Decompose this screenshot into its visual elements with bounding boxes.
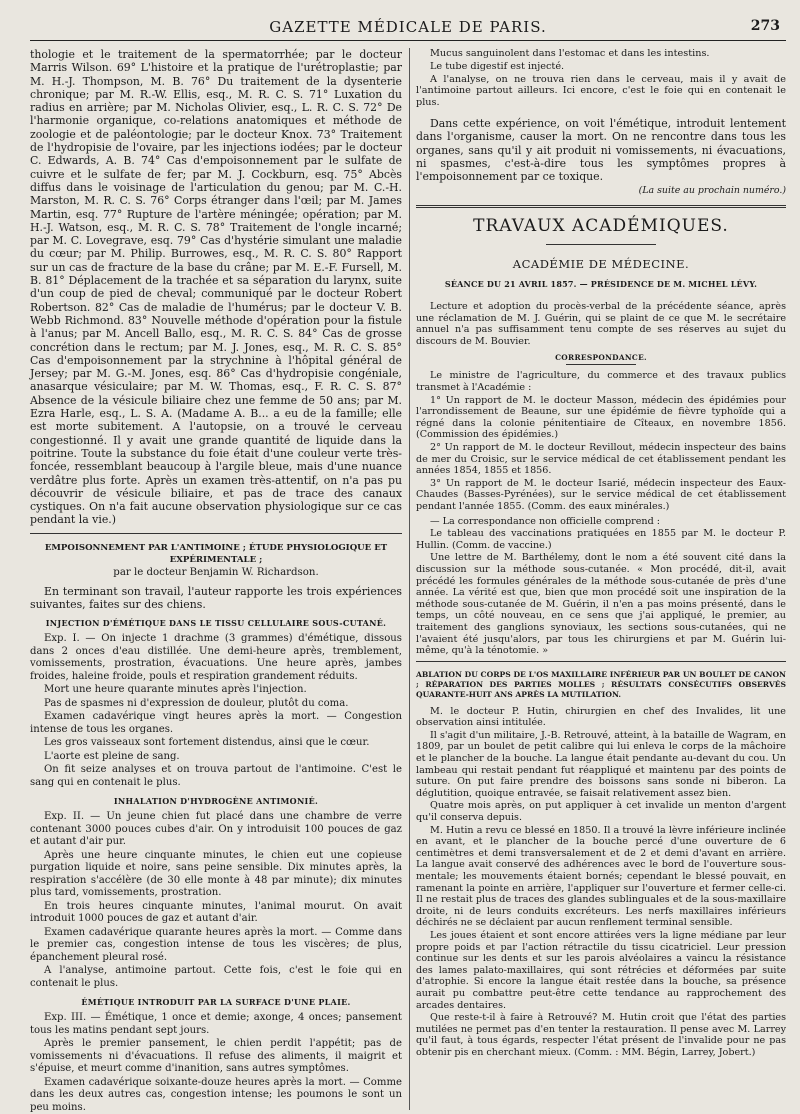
academy-heading: ACADÉMIE DE MÉDECINE. [512,257,690,272]
right-column [416,48,786,1110]
experiment-1-spasms: Pas de spasmes ni d'expression de douleur, plutôt du coma. [44,697,349,709]
experiment-1-aorta: L'aorte est pleine de sang. [44,750,180,762]
correspondance-non-officielle: — La correspondance non officielle comprend : [430,515,661,527]
reste-paragraph: Que reste-t-il à faire à Retrouvé? M. Hutin croit que l'état des parties mutilées ne permet pas d'en tenter la restauration. Il pense avec M. Larrey qu'il faut, à tous égards, respecter l'état présent de l'invalide pour ne pas obtenir pis en cherchant mieux. (Comm. : MM. Bégin, Larrey, Jobert.) [416,1012,786,1058]
experiment-2: Exp. II. — Un jeune chien fut placé dans une chambre de verre contenant 3000 pouces cubes d'air. On y introduisit 100 pouces de gaz et autant d'air pur. [30,811,402,848]
right-para-tube: Le tube digestif est injecté. [430,60,565,72]
correspondance-text: CORRESPONDANCE. [555,353,647,363]
ministre-paragraph: Le ministre de l'agriculture, du commerce et des travaux publics transmet à l'Académie : [416,370,786,394]
joues-paragraph: Les joues étaient et sont encore attirées vers la ligne médiane par leur propre poids et par l'action rétractile du tissu cicatriciel. Leur pression continue sur les dents et sur les parois alvéolaires a vaincu la résistance des lames palato-maxillaires, qui sont rétrécies et déformées par suite d'atrophie. Si encore la langue était restée dans la bouche, sa présence aurait pu combattre peut-être cette tendance au rapprochement des arcades dentaires. [416,929,786,1011]
divider-ablation [416,661,786,662]
report-item-3: 3° Un rapport de M. le docteur Isarié, médecin inspecteur des Eaux-Chaudes (Basses-Pyrénées), sur le service médical de cet établissement pendant l'année 1855. (Comm. des eaux minérales.) [416,477,786,512]
session-heading: SÉANCE DU 21 AVRIL 1857. — PRÉSIDENCE DE M. MICHEL LÉVY. [444,279,758,290]
correspondance-heading [416,353,786,365]
publication-list: thologie et le traitement de la spermatorrhée; par le docteur Marris Wilson. 69° L'histoire et la pratique de l'urétroplastie; par M. H.-J. Thompson, M. B. 76° Du traitement de la dysenterie chronique; par M. R.-W. Ellis, esq., M. R. C. S. 71° Luxation du radius en arrière; par M. Nicholas Olivier, esq., L. R. C. S. 72° De l'harmonie organique, co-relations anatomiques et méthode de zoologie et de paléontologie; par le docteur Knox. 73° Traitement de l'hydropisie de l'ovaire, par les injections iodées; par le docteur C. Edwards, A. B. 74° Cas d'empoisonnement par le sulfate de cuivre et le sulfate de fer; par M. J. Cockburn, esq. 75° Abcès diffus dans le voisinage de l'articulation du genou; par M. C.-H. Marston, M. R. C. S. 76° Corps étranger dans l'œil; par M. James Martin, esq. 77° Rupture de l'artère méningée; opération; par M. H.-J. Watson, esq., M. R. C. S. 78° Traitement de l'ongle incarné; par M. C. Lovegrave, esq. 79° Cas d'hystérie simulant une maladie du cœur; par M. Philip. Burrowes, esq., M. R. C. S. 80° Rapport sur un cas de fracture de la base du crâne; par M. E.-F. Fursell, M. B. 81° Déplacement de la trachée et sa séparation du larynx, suite d'un coup de pied de cheval; communiqué par le docteur Robert Robertson. 82° Cas de maladie de l'humérus; par le docteur V. B. Webb Richmond. 83° Nouvelle méthode d'opération pour la fistule à l'anus; par M. Ancell Ballo, esq., M. R. C. S. 84° Cas de grosse concrétion dans le rectum; par M. J. Jones, esq., M. R. C. S. 85° Cas d'empoisonnement par la strychnine à l'hôpital général de Jersey; par M. G.-M. Jones, esq. 86° Cas d'hydropisie congéniale, anasarque vésiculaire; par M. W. Thomas, esq., F. R. C. S. 87° Absence de la vésicule biliaire chez une femme de 50 ans; par M. Ezra Harle, esq., L. S. A. (Madame A. B... a eu de la famille; elle est morte subitement. A l'autopsie, on a trouvé le cerveau congestionné. Il y avait une grande quantité de liquide dans la poitrine. Toute la substance du foie était d'une couleur verte très-foncée, ressemblant beaucoup à l'argile bleue, mais d'une nuance verdâtre plus forte. Après un examen très-attentif, on n'a pas pu découvrir de vésicule biliaire, et pas de trace des canaux cystiques. On n'a fait aucune observation physiologique sur ce cas pendant la vie.) [30,48,402,527]
experiment-3-course: Après le premier pansement, le chien perdit l'appétit; pas de vomissements ni d'évacuations. Il refuse des aliments, il maigrit et s'épuise, et meurt comme d'inanition, sans autres symptômes. [30,1038,402,1075]
vaccination-table: Le tableau des vaccinations pratiquées en 1855 par M. le docteur P. Hullin. (Comm. de vaccine.) [416,528,786,551]
page-header [30,16,786,41]
title-underline [546,244,656,245]
section-title-travaux [416,216,786,245]
lecture-paragraph: Lecture et adoption du procès-verbal de la précédente séance, après une réclamation de M. J. Guérin, qui se plaint de ce que M. le secrétaire annuel n'a pas suffisamment tenu compte de ses réserves au sujet du discours de M. Bouvier. [416,301,786,347]
hutin-paragraph: M. le docteur P. Hutin, chirurgien en chef des Invalides, lit une observation ainsi intitulée. [416,705,786,729]
experiment-3-exam: Examen cadavérique soixante-douze heures après la mort. — Comme dans les deux autres cas, congestion intense; les poumons le sont un peu moins. [30,1076,402,1113]
ablation-heading: ABLATION DU CORPS DE L'OS MAXILLAIRE INFÉRIEUR PAR UN BOULET DE CANON ; RÉPARATION DES PARTIES MOLLES ; RÉSULTATS CONSÉCUTIFS OBSERVÉS QUARANTE-HUIT ANS APRÈS LA MUTILATION. [416,669,786,699]
right-para-conclusion: Dans cette expérience, on voit l'émétique, introduit lentement dans l'organisme, causer la mort. On ne rencontre dans tous les organes, sans qu'il y ait produit ni vomissements, ni évacuations, ni spasmes, c'est-à-dire tous les symptômes propres à l'empoisonnement par ce toxique. [416,116,786,184]
experiment-3: Exp. III. — Émétique, 1 once et demie; axonge, 4 onces; pansement tous les matins pendant sept jours. [30,1012,402,1036]
experiment-2-exam: Examen cadavérique quarante heures après la mort. — Comme dans le premier cas, congestion intense de tous les viscères; de plus, épanchement pleural rosé. [30,926,402,963]
right-para-analysis: A l'analyse, on ne trouva rien dans le cerveau, mais il y avait de l'antimoine partout ailleurs. Ici encore, c'est le foie qui en contenait le plus. [416,73,786,109]
experiment-1-exam: Examen cadavérique vingt heures après la mort. — Congestion intense de tous les organes. [30,711,402,735]
section-heading-injection: INJECTION D'ÉMÉTIQUE DANS LE TISSU CELLULAIRE SOUS-CUTANÉ. [45,618,387,629]
experiment-2-analysis: A l'analyse, antimoine partout. Cette fois, c'est le foie qui en contenait le plus. [30,965,402,989]
experiment-1: Exp. I. — On injecte 1 drachme (3 grammes) d'émétique, dissous dans 2 onces d'eau distillée. Une demi-heure après, tremblement, vomissements, prostration, évacuations. Une heure après, jambes froides, haleine froide, pouls et respiration grandement réduits. [30,633,402,682]
two-column-body [30,48,786,1113]
left-column [30,48,402,1113]
double-divider [416,205,786,208]
correspondance-underline [566,364,636,365]
right-para-mucus: Mucus sanguinolent dans l'estomac et dans les intestins. [430,48,710,59]
revu-paragraph: M. Hutin a revu ce blessé en 1850. Il a trouvé la lèvre inférieure inclinée en avant, et le plancher de la bouche percé d'une ouverture de 6 centimètres et demi transversalement et de 2 et demi d'avant en arrière. La langue avait conservé des adhérences avec le bord de l'ouverture sous-mentale; les mouvements étaient bornés; cependant le blessé pouvait, en ramenant la pointe en arrière, l'appliquer sur l'ouverture et fermer celle-ci. Il ne restait plus de traces des glandes sublinguales et de la sous-maxillaire droite, ni de leurs conduits excréteurs. Les nerfs maxillaires inférieurs déchirés ne se déclaient par aucun renflement terminal sensible. [416,824,786,929]
experiment-1-death: Mort une heure quarante minutes après l'injection. [44,684,307,696]
to-be-continued: (La suite au prochain numéro.) [638,185,786,197]
page-number: 273 [750,18,780,34]
report-item-1: 1° Un rapport de M. le docteur Masson, médecin des épidémies pour l'arrondissement de Beaune, sur une épidémie de fièvre typhoïde qui a régné dans la colonie pénitentiaire de Cîteaux, en novembre 1856. (Commission des épidémies.) [416,394,786,441]
intro-paragraph: En terminant son travail, l'auteur rapporte les trois expériences suivantes, faites sur des chiens. [30,584,402,611]
section-heading-emetique: ÉMÉTIQUE INTRODUIT PAR LA SURFACE D'UNE PLAIE. [81,997,351,1008]
column-rule [409,48,410,1110]
travaux-title-text: TRAVAUX ACADÉMIQUES. [473,216,729,237]
militaire-paragraph: Il s'agit d'un militaire, J.-B. Retrouvé, atteint, à la bataille de Wagram, en 1809, par un boulet de petit calibre qui lui enleva le corps de la mâchoire et le plancher de la bouche. La langue était pendante au-devant du cou. Un lambeau qui restait pendant fut réappliqué et maintenu par des points de suture. On put faire prendre des boissons sans sonde ni biberon. La déglutition, quoique entravée, se faisait relativement assez bien. [416,729,786,799]
experiment-1-analysis: On fit seize analyses et on trouva partout de l'antimoine. C'est le sang qui en contenait le plus. [30,764,402,788]
article-heading: EMPOISONNEMENT PAR L'ANTIMOINE ; ÉTUDE PHYSIOLOGIQUE ET EXPÉRIMENTALE ; [44,542,388,565]
article-author: par le docteur Benjamin W. Richardson. [113,566,319,578]
quatre-mois-paragraph: Quatre mois après, on put appliquer à cet invalide un menton d'argent qu'il conserva depuis. [416,800,786,824]
experiment-1-vessels: Les gros vaisseaux sont fortement distendus, ainsi que le cœur. [44,737,370,749]
divider [30,533,402,534]
barthelemy-letter: Une lettre de M. Barthélemy, dont le nom a été souvent cité dans la discussion sur la méthode sous-cutanée. « Mon procédé, dit-il, avait précédé les formules générales de la méthode sous-cutanée de près d'une année. La vérité est que, bien que mon procédé soit une inspiration de la méthode sous-cutanée de M. Guérin, il n'en a pas moins présenté, dans le temps, un côté nouveau, en ce sens que j'ai appliqué, le premier, au traitement des ganglions synoviaux, les sections sous-cutanées, qui ne l'avaient été jusqu'alors, par tous les chirurgiens et par M. Guérin lui-même, qu'à la ténotomie. » [416,552,786,657]
journal-title: GAZETTE MÉDICALE DE PARIS. [269,18,547,36]
section-heading-inhalation: INHALATION D'HYDROGÈNE ANTIMONIÉ. [113,796,319,807]
report-item-2: 2° Un rapport de M. le docteur Revillout, médecin inspecteur des bains de mer du Croisic, sur le service médical de cet établissement pendant les années 1854, 1855 et 1856. [416,442,786,477]
experiment-2-purgation: Après une heure cinquante minutes, le chien eut une copieuse purgation liquide et noire, sans peine sensible. Dix minutes après, la respiration s'accélère (de 30 elle monte à 48 par minute); dix minutes plus tard, vomissements, prostration. [30,849,402,899]
experiment-2-death: En trois heures cinquante minutes, l'animal mourut. On avait introduit 1000 pouces de gaz et autant d'air. [30,900,402,925]
